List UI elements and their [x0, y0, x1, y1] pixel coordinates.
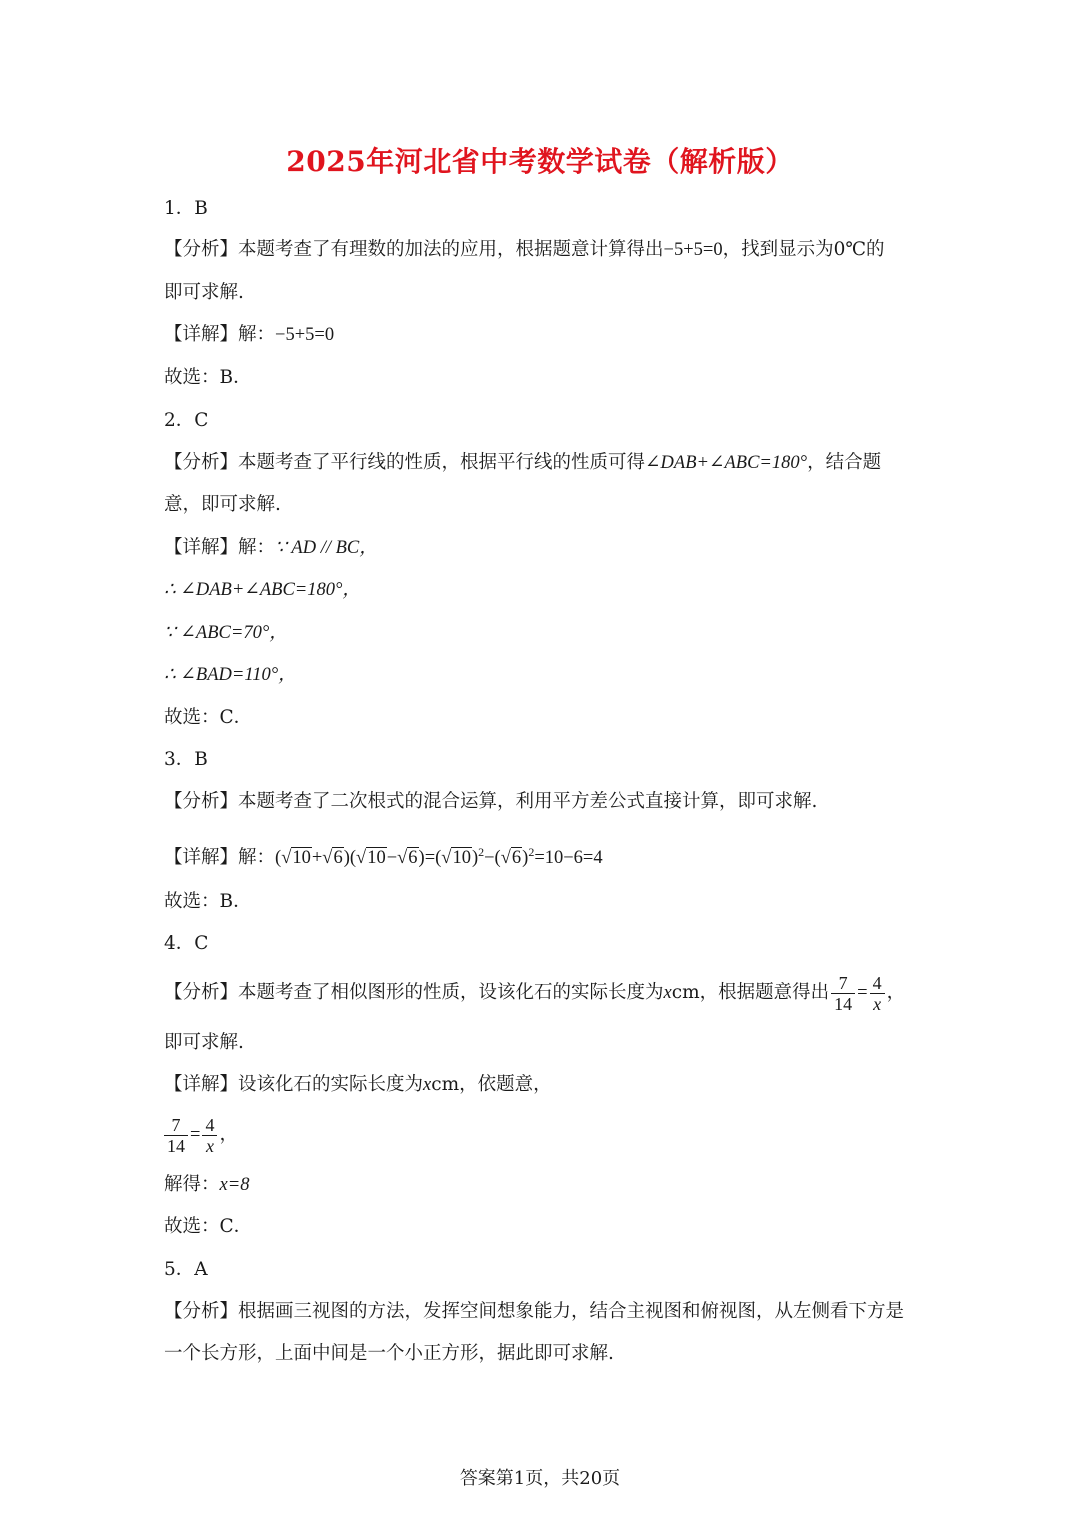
detail-tag: 【详解】 — [164, 324, 239, 345]
q4-detail-text: 设该化石的实际长度为 — [238, 1074, 424, 1095]
q2-step-2: ∵ ∠ABC=70°， — [164, 623, 288, 643]
detail-tag: 【详解】 — [164, 537, 239, 558]
sqrt-symbol: √6 — [397, 848, 418, 869]
detail-tag: 【详解】 — [164, 1074, 239, 1095]
q3-choice: 故选：B． — [164, 891, 252, 912]
sqrt-symbol: √10 — [441, 848, 471, 869]
q4-choice: 故选：C． — [164, 1216, 253, 1237]
q2-choice: 故选：C． — [164, 707, 253, 728]
q2-detail-math: ∵ AD // BC， — [275, 538, 378, 558]
q4-solve — [164, 1173, 924, 1197]
q2-analysis-text-b: ，结合题 — [807, 452, 882, 473]
sqrt-symbol: √6 — [500, 848, 522, 869]
q2-detail — [164, 536, 924, 560]
q2-analysis-math: ∠DAB+∠ABC=180° — [645, 453, 808, 473]
q5-analysis-line2: 一个长方形，上面中间是一个小正方形，据此即可求解. — [164, 1343, 614, 1364]
q2-analysis-text: 本题考查了平行线的性质，根据平行线的性质可得 — [238, 452, 646, 473]
fraction-4-over-x: $\frac{4}{x}$ — [202, 1115, 217, 1156]
q4-equation: $\frac{7}{14}$ = $\frac{4}{x}$ ， — [164, 1112, 924, 1158]
page-footer: 答案第1页，共20页 — [459, 1468, 621, 1489]
q4-solve-math: x=8 — [219, 1175, 250, 1195]
fraction-7-over-14: $\frac{7}{14}$ — [164, 1115, 188, 1156]
sqrt-symbol: √6 — [322, 848, 343, 869]
q3-detail-text: 解： — [238, 847, 276, 869]
q2-step-3: ∴ ∠BAD=110°， — [164, 665, 297, 685]
q2-analysis-line1 — [164, 451, 924, 475]
q4-analysis-var: x — [663, 983, 672, 1003]
q4-detail-text-b: cm，依题意， — [431, 1074, 552, 1095]
q2-heading: 2．C — [164, 410, 209, 431]
q1-analysis-math: −5+5=0 — [663, 240, 723, 260]
document-title: 2025年河北省中考数学试卷（解析版） — [286, 145, 794, 178]
fraction-7-over-14: $\frac{7}{14}$ — [831, 973, 855, 1014]
fraction-4-over-x: $\frac{4}{x}$ — [870, 973, 885, 1014]
sqrt-symbol: √10 — [281, 848, 311, 869]
q1-analysis-text: 本题考查了有理数的加法的应用，根据题意计算得出 — [238, 239, 664, 260]
q3-analysis-text: 本题考查了二次根式的混合运算，利用平方差公式直接计算，即可求解. — [238, 791, 818, 812]
q3-detail — [164, 840, 924, 870]
q1-analysis-line1 — [164, 238, 924, 262]
q1-detail-math: −5+5=0 — [275, 325, 335, 345]
analysis-tag: 【分析】 — [164, 791, 239, 812]
q5-heading: 5．A — [164, 1259, 208, 1280]
q4-heading: 4．C — [164, 933, 209, 954]
detail-tag: 【详解】 — [164, 847, 239, 869]
q2-step-1: ∴ ∠DAB+∠ABC=180°， — [164, 580, 361, 600]
analysis-tag: 【分析】 — [164, 239, 239, 260]
q2-analysis-line2: 意，即可求解. — [164, 494, 281, 515]
q1-detail-text: 解： — [238, 324, 276, 345]
q1-choice: 故选：B． — [164, 367, 252, 388]
q4-analysis-line1: 【分析】本题考查了相似图形的性质，设该化石的实际长度为xcm，根据题意得出 $\frac{7}{14}$ = $\frac{4}{x}$ ， — [164, 972, 906, 1014]
q5-analysis-line1 — [164, 1300, 924, 1324]
q4-solve-text: 解得： — [164, 1174, 220, 1195]
q1-detail — [164, 323, 924, 347]
analysis-tag: 【分析】 — [164, 452, 239, 473]
q4-analysis-text: 本题考查了相似图形的性质，设该化石的实际长度为 — [238, 982, 664, 1003]
analysis-tag: 【分析】 — [164, 982, 239, 1003]
q3-expression: $(√10+√6)(√10-√6)=(√10)^2-(√6)^2=10-6=4$ — [275, 845, 603, 869]
q4-detail — [164, 1073, 924, 1097]
q4-analysis-unit: cm，根据题意得出 — [671, 982, 830, 1003]
q4-analysis-line2: 即可求解. — [164, 1032, 244, 1053]
q1-heading: 1．B — [164, 198, 208, 219]
q3-analysis — [164, 790, 924, 814]
sqrt-symbol: √10 — [356, 848, 386, 869]
q3-heading: 3．B — [164, 749, 208, 770]
q1-analysis-text-b: ，找到显示为0℃的 — [722, 239, 885, 260]
q4-detail-var: x — [423, 1075, 432, 1095]
q2-detail-text: 解： — [238, 537, 276, 558]
q1-analysis-line2: 即可求解. — [164, 282, 244, 303]
q5-analysis-text: 根据画三视图的方法，发挥空间想象能力，结合主视图和俯视图，从左侧看下方是 — [238, 1301, 905, 1322]
analysis-tag: 【分析】 — [164, 1301, 239, 1322]
